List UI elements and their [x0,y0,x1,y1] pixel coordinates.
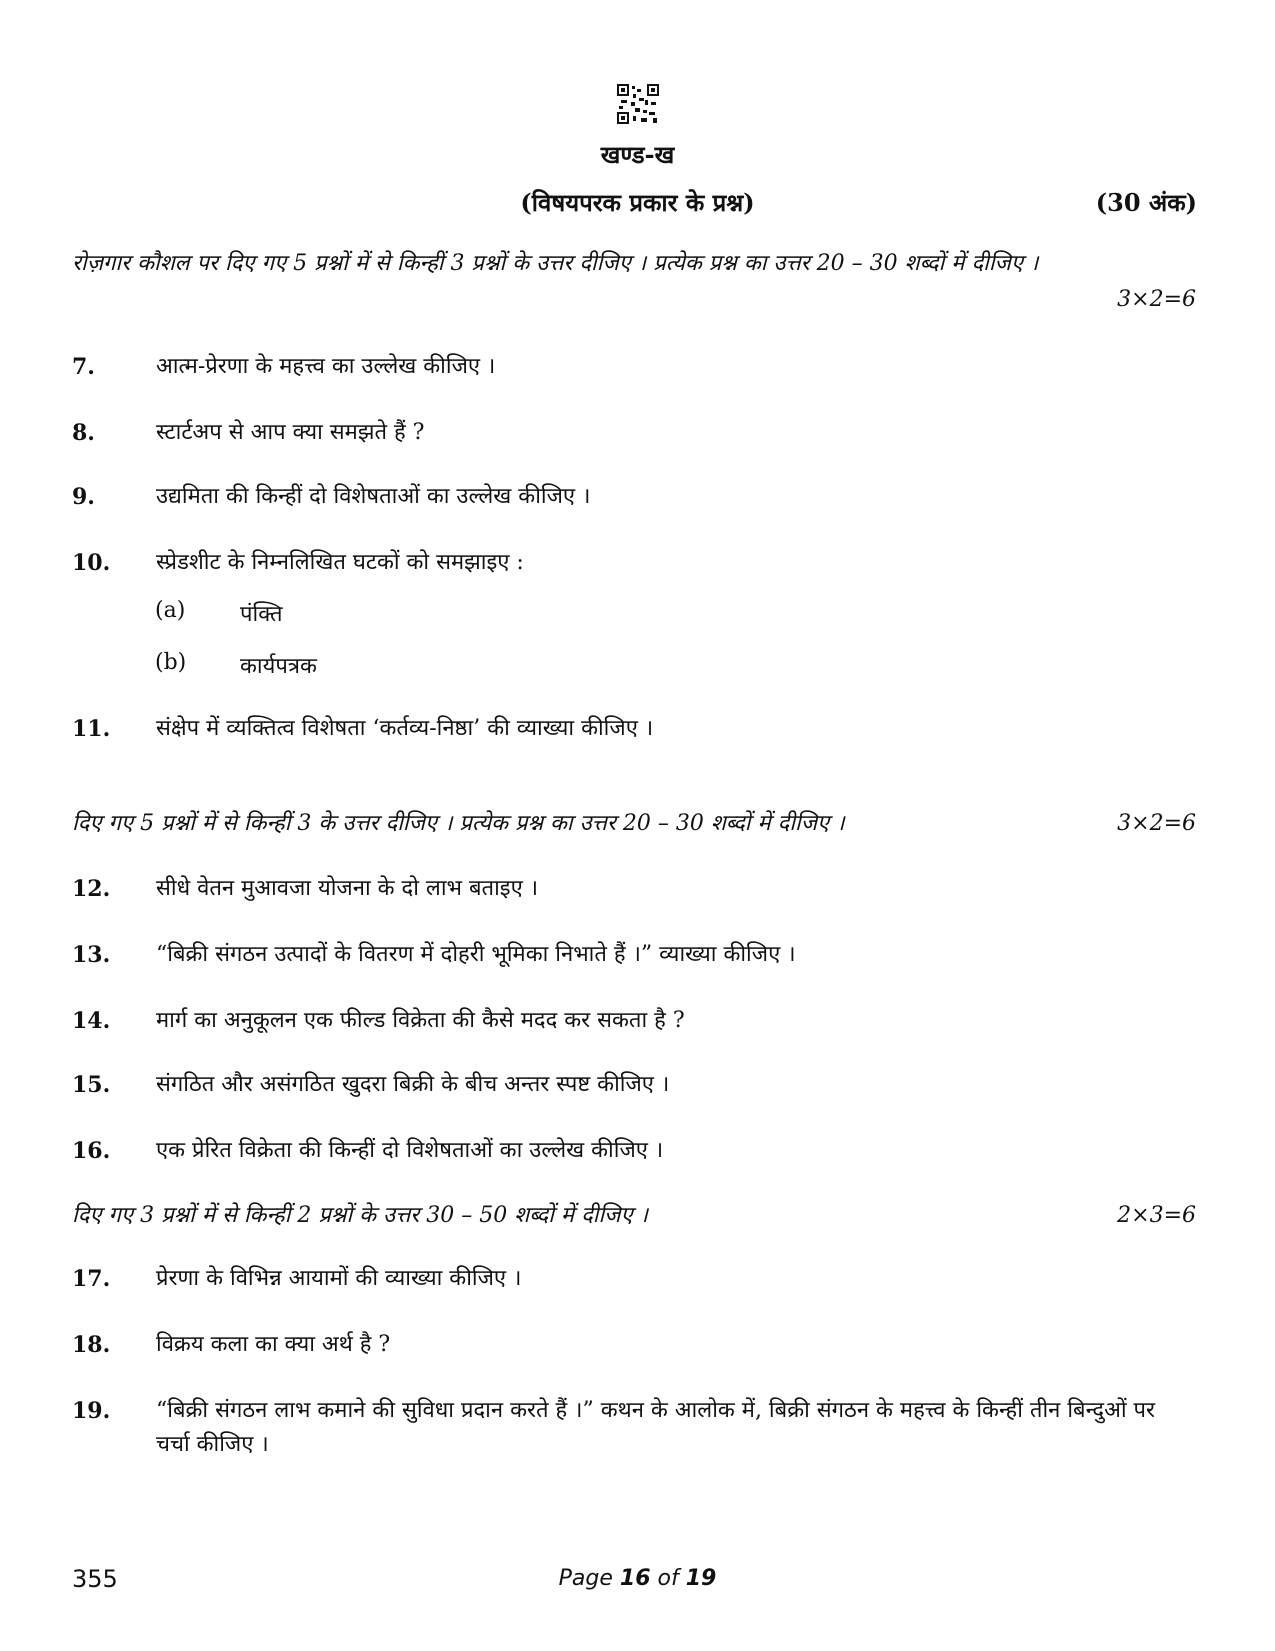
question-number: 11. [72,716,111,742]
qr-code-icon [617,84,659,124]
instruction-block-3 [72,1198,1196,1234]
question-number: 14. [72,1008,111,1034]
question-text: उद्यमिता की किन्हीं दो विशेषताओं का उल्लेख कीजिए । [156,484,591,509]
question-number: 8. [72,420,95,446]
question-text: स्प्रेडशीट के निम्नलिखित घटकों को समझाइए : [156,550,524,575]
question-number: 15. [72,1072,111,1098]
marks-block-2: 3×2=6 [1117,811,1196,836]
instruction-block-2 [72,806,1196,842]
question-text: संक्षेप में व्यक्तित्व विशेषता ‘कर्तव्य-निष्ठा’ की व्याख्या कीजिए । [156,716,654,741]
page-of: of [657,1566,679,1591]
instruction-text-block-3: दिए गए 3 प्रश्नों में से किन्हीं 2 प्रश्नों के उत्तर 30 – 50 शब्दों में दीजिए । [72,1203,648,1228]
instruction-block-1 [72,246,1196,318]
section-subtitle: (विषयपरक प्रकार के प्रश्न) [520,188,755,217]
question-text: “बिक्री संगठन उत्पादों के वितरण में दोहरी भूमिका निभाते हैं ।” व्याख्या कीजिए । [156,942,796,967]
section-title: खण्ड-ख [600,140,675,169]
page-current: 16 [619,1566,651,1591]
subpart-label: (b) [155,650,187,675]
instruction-text-block-2: दिए गए 5 प्रश्नों में से किन्हीं 3 के उत्तर दीजिए । प्रत्येक प्रश्न का उत्तर 20 – 30 शब्दों में दीजिए । [72,811,845,836]
question-text: स्टार्टअप से आप क्या समझते हैं ? [156,420,425,445]
question-text: मार्ग का अनुकूलन एक फील्ड विक्रेता की कैसे मदद कर सकता है ? [156,1008,685,1033]
question-text: “बिक्री संगठन लाभ कमाने की सुविधा प्रदान करते हैं ।” कथन के आलोक में, बिक्री संगठन के महत्त्व के किन्हीं तीन बिन्दुओं पर चर्चा कीजिए । [156,1398,1156,1457]
question-text: प्रेरणा के विभिन्न आयामों की व्याख्या कीजिए । [156,1266,522,1291]
marks-block-3: 2×3=6 [1117,1203,1196,1228]
question-text: विक्रय कला का क्या अर्थ है ? [156,1332,391,1357]
page-prefix: Page [558,1566,613,1591]
question-text: एक प्रेरित विक्रेता की किन्हीं दो विशेषताओं का उल्लेख कीजिए । [156,1138,664,1163]
total-marks: (30 अंक) [1095,188,1197,217]
question-number: 19. [72,1398,111,1424]
subpart-text: पंक्ति [240,602,283,627]
question-number: 13. [72,942,111,968]
subpart-text: कार्यपत्रक [240,654,317,679]
question-number: 17. [72,1266,111,1292]
question-text: संगठित और असंगठित खुदरा बिक्री के बीच अन्तर स्पष्ट कीजिए । [156,1072,670,1097]
question-text: सीधे वेतन मुआवजा योजना के दो लाभ बताइए । [156,876,539,901]
marks-block-1: 3×2=6 [1117,287,1196,312]
page-total: 19 [685,1566,717,1591]
subpart-label: (a) [155,598,186,623]
question-number: 7. [72,354,95,380]
instruction-text-block-1: रोज़गार कौशल पर दिए गए 5 प्रश्नों में से किन्हीं 3 प्रश्नों के उत्तर दीजिए । प्रत्येक प्रश्न का उत्तर 20 – 30 शब्दों में दीजिए । [72,251,1039,276]
question-number: 12. [72,876,111,902]
question-number: 9. [72,484,95,510]
page-indicator [0,1566,1275,1591]
question-number: 16. [72,1138,111,1164]
question-text: आत्म-प्रेरणा के महत्त्व का उल्लेख कीजिए । [156,354,496,379]
question-number: 10. [72,550,111,576]
question-number: 18. [72,1332,111,1358]
paper-code: 355 [72,1565,118,1593]
